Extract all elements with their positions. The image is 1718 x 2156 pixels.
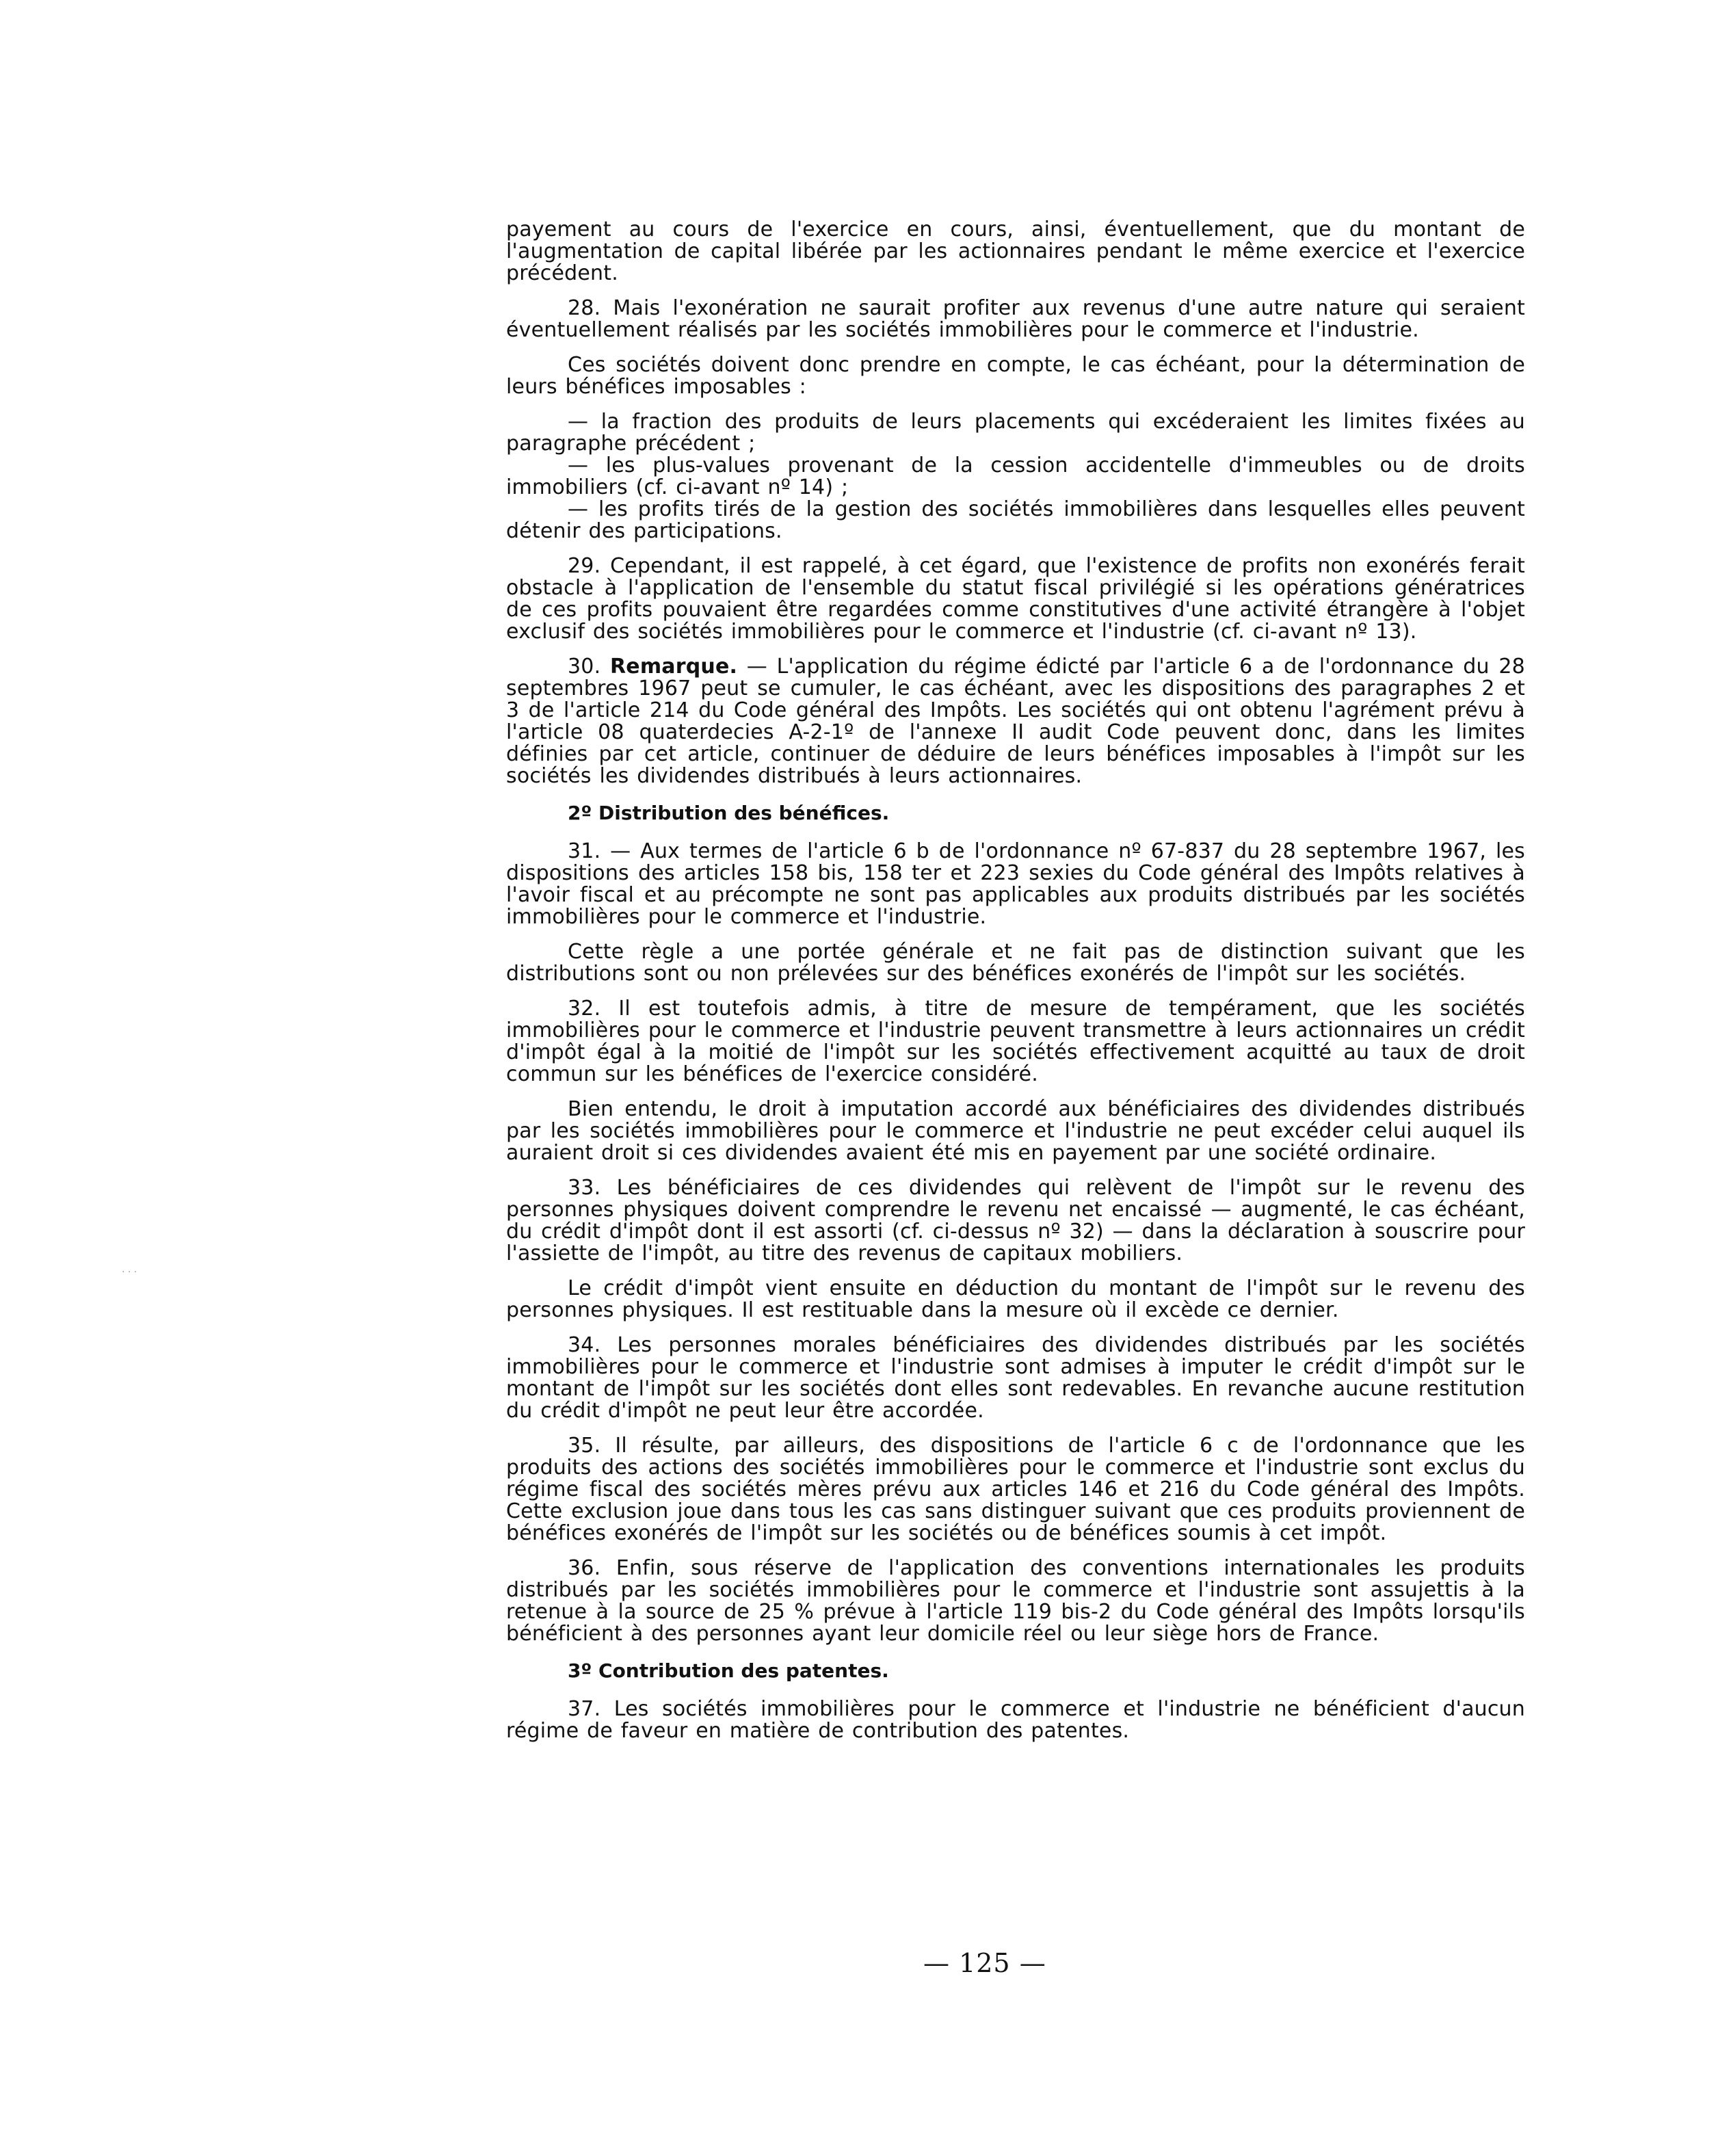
paragraph-35: 35. Il résulte, par ailleurs, des dispositions de l'article 6 c de l'ordonnance que les produits des actions des sociétés immobilières pour le commerce et l'industrie sont exclus du régime fiscal des sociétés mères prévu aux articles 146 et 216 du Code général des Impôts. Cette exclusion joue dans tous les cas sans distinguer suivant que ces produits proviennent de bénéfices exonérés de l'impôt sur les sociétés ou de bénéfices soumis à cet impôt. — [506, 1434, 1525, 1545]
carryover-paragraph: payement au cours de l'exercice en cours, ainsi, éventuellement, que du montant de l'augmentation de capital libérée par les actionnaires pendant le même exercice et l'exercice précédent. — [506, 218, 1525, 285]
paragraph-28: 28. Mais l'exonération ne saurait profiter aux revenus d'une autre nature qui seraient éventuellement réalisés par les sociétés immobilières pour le commerce et l'industrie. — [506, 296, 1525, 342]
paragraph-36: 36. Enfin, sous réserve de l'application des conventions internationales les produits distribués par les sociétés immobilières pour le commerce et l'industrie sont assujettis à la retenue à la source de 25 % prévue à l'article 119 bis-2 du Code général des Impôts lorsqu'ils bénéficient à des personnes ayant leur domicile réel ou leur siège hors de France. — [506, 1556, 1525, 1646]
paragraph-29: 29. Cependant, il est rappelé, à cet égard, que l'existence de profits non exonérés ferait obstacle à l'application de l'ensemble du statut fiscal privilégié si les opérations génératrices de ces profits pouvaient être regardées comme constitutives d'une activité étrangère à l'objet exclusif des sociétés immobilières pour le commerce et l'industrie (cf. ci-avant nº 13). — [506, 554, 1525, 644]
paragraph-28-continued: Ces sociétés doivent donc prendre en compte, le cas échéant, pour la détermination de leurs bénéfices imposables : — [506, 353, 1525, 399]
page-number: — 125 — — [923, 1948, 1046, 1978]
paragraph-31: 31. — Aux termes de l'article 6 b de l'ordonnance nº 67-837 du 28 septembre 1967, les dispositions des articles 158 bis, 158 ter et 223 sexies du Code général des Impôts relatives à l'avoir fiscal et au précompte ne sont pas applicables aux produits distribués par les sociétés immobilières pour le commerce et l'industrie. — [506, 839, 1525, 929]
paragraph-32-continued: Bien entendu, le droit à imputation accordé aux bénéficiaires des dividendes distribués par les sociétés immobilières pour le commerce et l'industrie ne peut excéder celui auquel ils auraient droit si ces dividendes avaient été mis en payement par une société ordinaire. — [506, 1097, 1525, 1165]
paragraph-30-text: — L'application du régime édicté par l'article 6 a de l'ordonnance du 28 septembres 1967 peut se cumuler, le cas échéant, avec les dispositions des paragraphes 2 et 3 de l'article 214 du Code général des Impôts. Les sociétés qui ont obtenu l'agrément prévu à l'article 08 quaterdecies A-2-1º de l'annexe II audit Code peuvent donc, dans les limites définies par cet article, continuer de déduire de leurs bénéfices imposables à l'impôt sur les sociétés les dividendes distribués à leurs actionnaires. — [506, 655, 1525, 788]
list-item: — les plus-values provenant de la cession accidentelle d'immeubles ou de droits immobiliers (cf. ci-avant nº 14) ; — [506, 453, 1525, 499]
paragraph-33: 33. Les bénéficiaires de ces dividendes qui relèvent de l'impôt sur le revenu des personnes physiques doivent comprendre le revenu net encaissé — augmenté, le cas échéant, du crédit d'impôt dont il est assorti (cf. ci-dessus nº 32) — dans la déclaration à souscrire pour l'assiette de l'impôt, au titre des revenus de capitaux mobiliers. — [506, 1176, 1525, 1265]
section-heading-distribution: 2º Distribution des bénéfices. — [568, 802, 890, 824]
section-heading-patentes: 3º Contribution des patentes. — [568, 1659, 889, 1682]
list-item: — les profits tirés de la gestion des sociétés immobilières dans lesquelles elles peuvent détenir des participations. — [506, 497, 1525, 543]
list-item: — la fraction des produits de leurs placements qui excéderaient les limites fixées au paragraphe précédent ; — [506, 410, 1525, 456]
paragraph-34: 34. Les personnes morales bénéficiaires des dividendes distribués par les sociétés immobilières pour le commerce et l'industrie sont admises à imputer le crédit d'impôt sur le montant de l'impôt sur les sociétés dont elles sont redevables. En revanche aucune restitution du crédit d'impôt ne peut leur être accordée. — [506, 1333, 1525, 1423]
paragraph-32: 32. Il est toutefois admis, à titre de mesure de tempérament, que les sociétés immobilières pour le commerce et l'industrie peuvent transmettre à leurs actionnaires un crédit d'impôt égal à la moitié de l'impôt sur les sociétés effectivement acquitté au taux de droit commun sur les bénéfices de l'exercice considéré. — [506, 997, 1525, 1086]
paragraph-37: 37. Les sociétés immobilières pour le commerce et l'industrie ne bénéficient d'aucun régime de faveur en matière de contribution des patentes. — [506, 1697, 1525, 1743]
paragraph-30-number: 30. — [568, 655, 601, 679]
page-body — [506, 219, 1525, 1755]
paragraph-33-continued: Le crédit d'impôt vient ensuite en déduction du montant de l'impôt sur le revenu des personnes physiques. Il est restituable dans la mesure où il excède ce dernier. — [506, 1276, 1525, 1322]
margin-speck: · · · — [122, 1267, 137, 1278]
paragraph-31-continued: Cette règle a une portée générale et ne fait pas de distinction suivant que les distributions sont ou non prélevées sur des bénéfices exonérés de l'impôt sur les sociétés. — [506, 940, 1525, 986]
paragraph-30 — [506, 656, 1525, 787]
remarque-label: Remarque. — [609, 655, 738, 679]
